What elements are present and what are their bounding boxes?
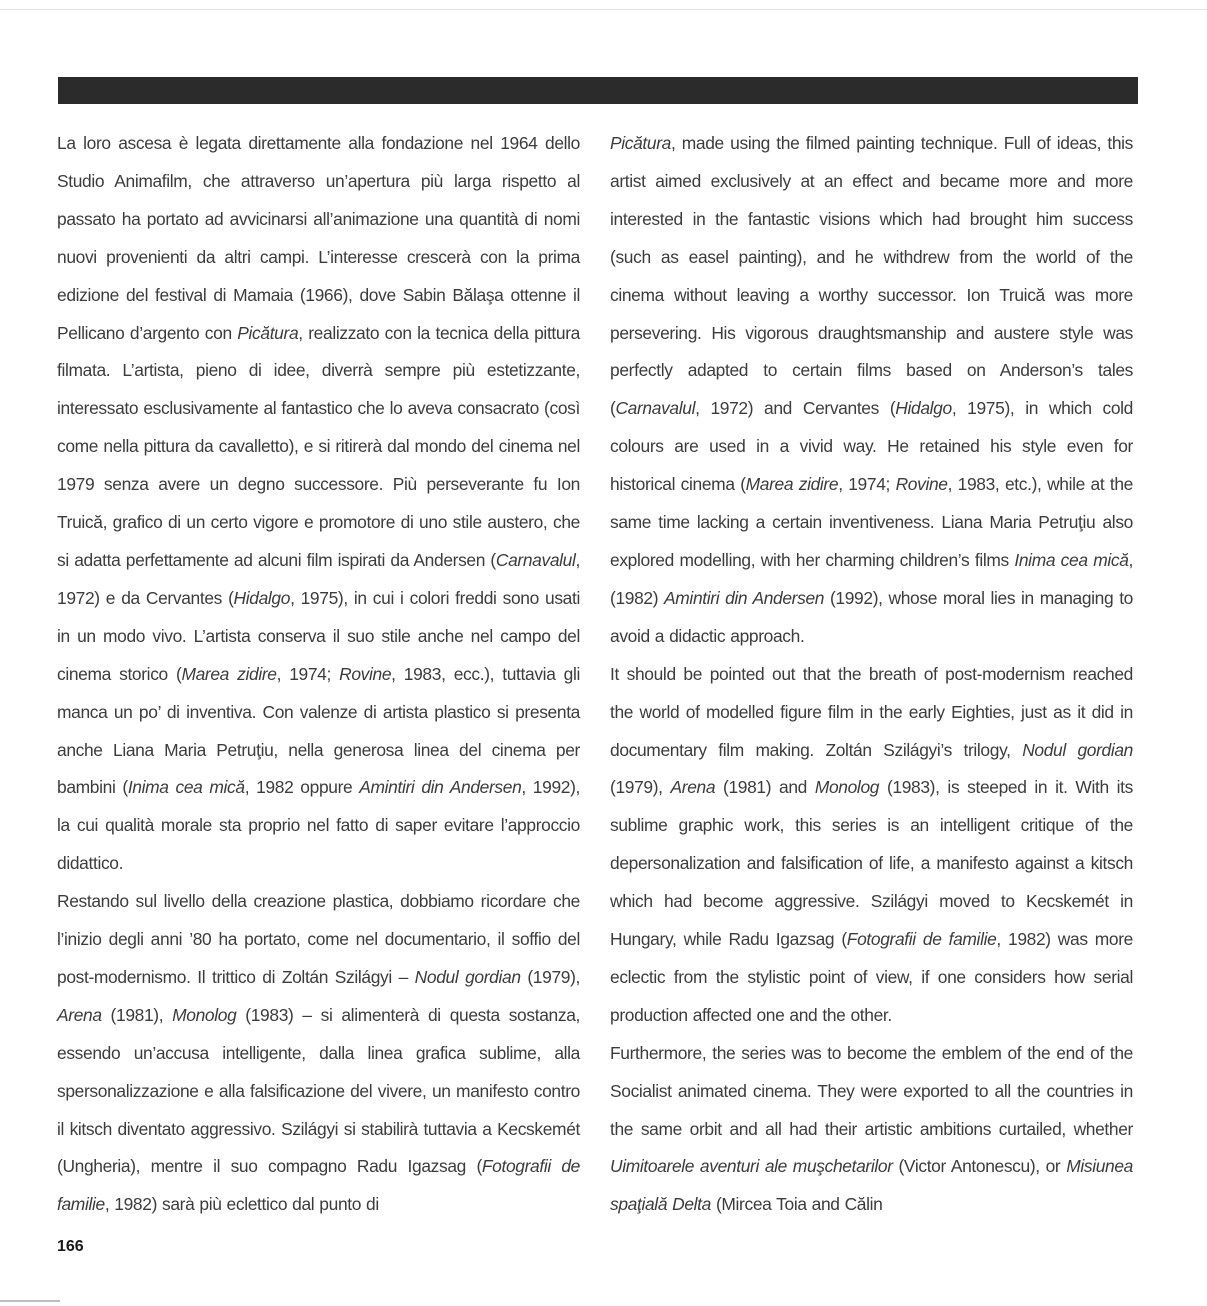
paragraph: La loro ascesa è legata direttamente alla fondazione nel 1964 dello Studio Animafilm, che attraverso un’apertura più larga rispetto al passato ha portato ad avvicinarsi all’animazione una quantità di nomi nuovi provenienti da altri campi. L’interesse crescerà con la prima edizione del festival di Mamaia (1966), dove Sabin Bălaşa ottenne il Pellicano d’argento con Picătura, realizzato con la tecnica della pittura filmata. L’artista, pieno di idee, diverrà sempre più estetizzante, interessato esclusivamente al fantastico che lo aveva consacrato (così come nella pittura da cavalletto), e si ritirerà dal mondo del cinema nel 1979 senza avere un degno successore. Più perseverante fu Ion Truică, grafico di un certo vigore e promotore di uno stile austero, che si adatta perfettamente ad alcuni film ispirati da Andersen (Carnavalul, 1972) e da Cervantes (Hidalgo, 1975), in cui i colori freddi sono usati in un modo vivo. L’artista conserva il suo stile anche nel campo del cinema storico (Marea zidire, 1974; Rovine, 1983, ecc.), tuttavia gli manca un po’ di inventiva. Con valenze di artista plastico si presenta anche Liana Maria Petruţiu, nella generosa linea del cinema per bambini (Inima cea mică, 1982 oppure Amintiri din Andersen, 1992), la cui qualità morale sta proprio nel fatto di saper evitare l’approccio didattico.	[57, 133, 581, 874]
page-number: 166	[57, 1238, 84, 1255]
paragraph: Picătura, made using the filmed painting technique. Full of ideas, this artist aimed exclusively at an effect and became more and more interested in the fantastic visions which had brought him success (such as easel painting), and he withdrew from the world of the cinema without leaving a worthy successor. Ion Truică was more persevering. His vigorous draughtsmanship and austere style was perfectly adapted to certain films based on Anderson’s tales (Carnavalul, 1972) and Cervantes (Hidalgo, 1975), in which cold colours are used in a vivid way. He retained his style even for historical cinema (Marea zidire, 1974; Rovine, 1983, etc.), while at the same time lacking a certain inventiveness. Liana Maria Petruţiu also explored modelling, with her charming children’s films Inima cea mică, (1982) Amintiri din Andersen (1992), whose moral lies in managing to avoid a didactic approach.	[610, 133, 1134, 646]
right-column-english	[610, 125, 1133, 1224]
left-column-italian	[57, 125, 580, 1224]
paragraph: Restando sul livello della creazione plastica, dobbiamo ricordare che l’inizio degli anni ’80 ha portato, come nel documentario, il soffio del post-modernismo. Il trittico di Zoltán Szilágyi – Nodul gordian (1979), Arena (1981), Monolog (1983) – si alimenterà di questa sostanza, essendo un’accusa intelligente, dalla linea grafica sublime, alla spersonalizzazione e alla falsificazione del vivere, un manifesto contro il kitsch diventato aggressivo. Szilágyi si stabilirà tuttavia a Kecskemét (Ungheria), mentre il suo compagno Radu Igazsag (Fotografii de familie, 1982) sarà più eclettico dal punto di	[57, 891, 581, 1215]
top-rule	[0, 9, 1207, 10]
header-band	[58, 77, 1138, 104]
paragraph: Furthermore, the series was to become the emblem of the end of the Socialist animated cinema. They were exported to all the countries in the same orbit and all had their artistic ambitions curtailed, whether Uimitoarele aventuri ale muşchetarilor (Victor Antonescu), or Misiunea spaţială Delta (Mircea Toia and Călin	[610, 1042, 1133, 1215]
bottom-rule	[0, 1300, 60, 1302]
paragraph: It should be pointed out that the breath of post-modernism reached the world of modelled figure film in the early Eighties, just as it did in documentary film making. Zoltán Szilágyi’s trilogy, Nodul gordian (1979), Arena (1981) and Monolog (1983), is steeped in it. With its sublime graphic work, this series is an intelligent critique of the depersonalization and falsification of life, a manifesto against a kitsch which had become aggressive. Szilágyi moved to Kecskemét in Hungary, while Radu Igazsag (Fotografii de familie, 1982) was more eclectic from the stylistic point of view, if one considers how serial production affected one and the other.	[610, 663, 1134, 1025]
